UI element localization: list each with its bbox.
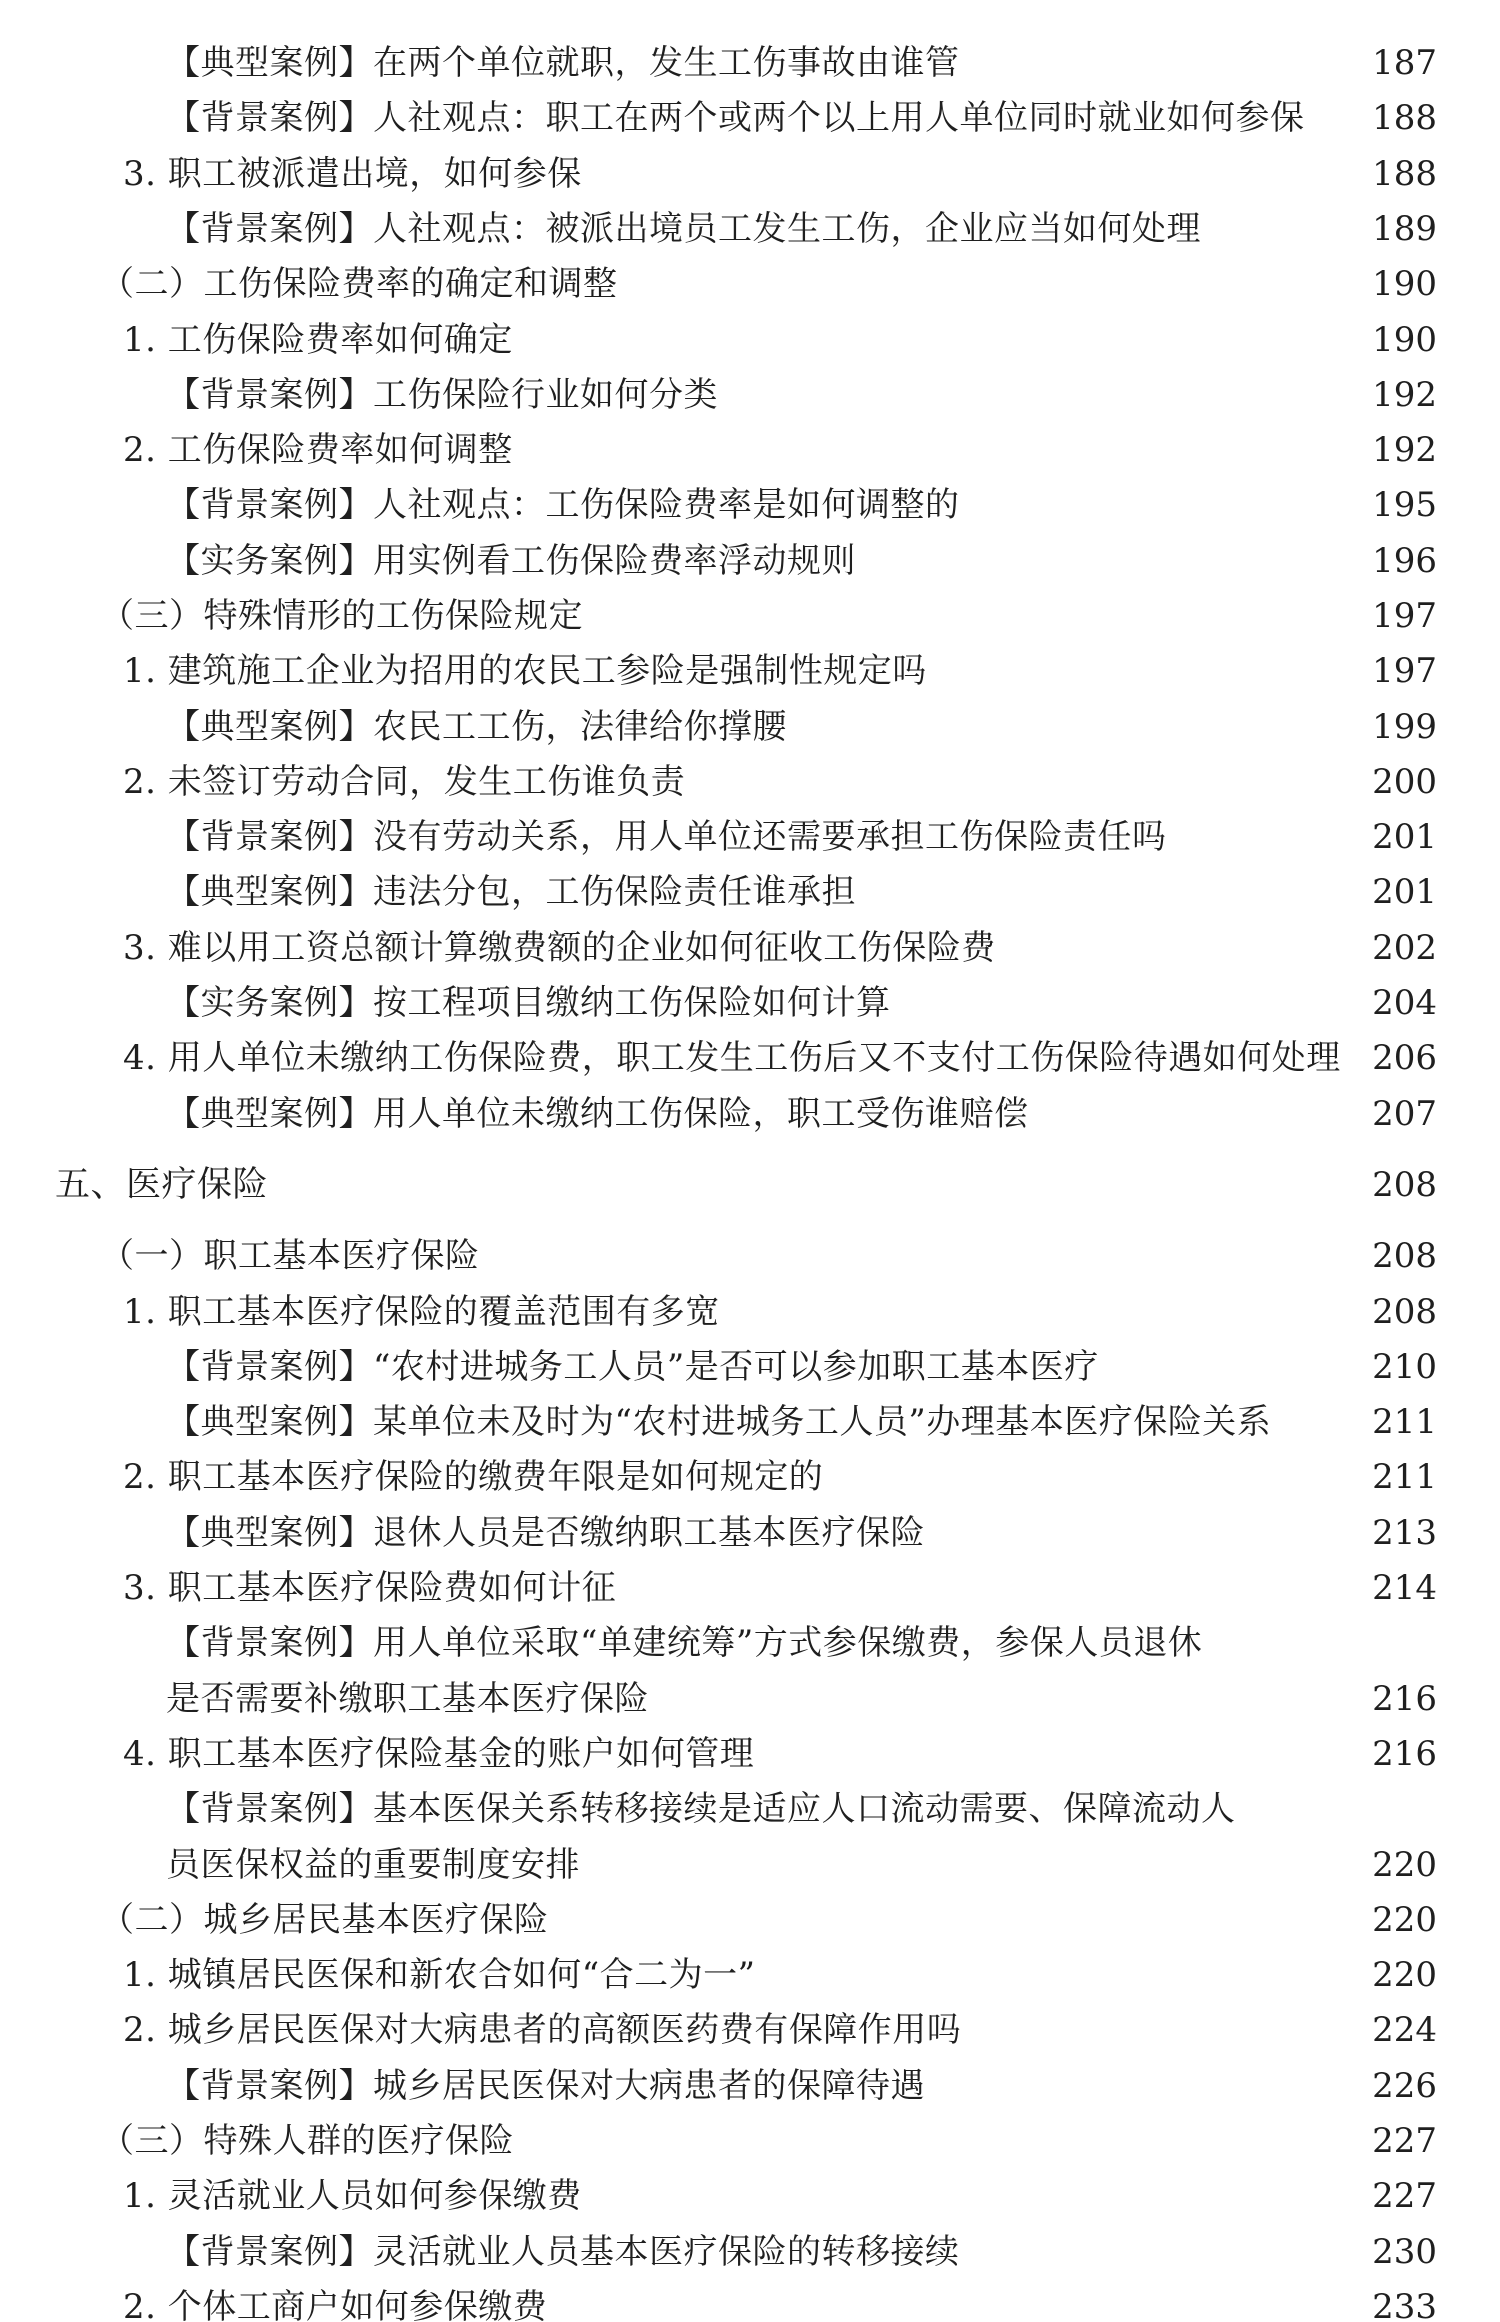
toc-page-number: 220 (1372, 1845, 1437, 1885)
toc-page-number: 226 (1372, 2066, 1437, 2106)
toc-entry-title: 【典型案例】违法分包，工伤保险责任谁承担 (166, 872, 856, 912)
toc-page-number: 208 (1372, 1292, 1437, 1332)
toc-entry (0, 1505, 1500, 1561)
toc-page-number: 233 (1372, 2287, 1437, 2322)
toc-entry (0, 1947, 1500, 2003)
toc-entry (0, 312, 1500, 368)
toc-page-number: 187 (1372, 43, 1437, 83)
toc-entry-title: 【背景案例】工伤保险行业如何分类 (166, 375, 718, 415)
toc-entry (0, 146, 1500, 202)
toc-page-number: 202 (1372, 928, 1437, 968)
toc-entry-title: 1. 职工基本医疗保险的覆盖范围有多宽 (123, 1292, 720, 1332)
toc-entry (0, 477, 1500, 533)
toc-entry-title: （三）特殊人群的医疗保险 (100, 2121, 514, 2161)
toc-entry (0, 2058, 1500, 2114)
toc-entry (0, 2168, 1500, 2224)
toc-page-number: 196 (1372, 541, 1437, 581)
toc-entry (0, 1394, 1500, 1450)
toc-entry-title: 【背景案例】人社观点：工伤保险费率是如何调整的 (166, 485, 960, 525)
toc-entry-title: 1. 灵活就业人员如何参保缴费 (123, 2176, 582, 2216)
toc-entry-title: 【典型案例】农民工工伤，法律给你撑腰 (166, 707, 787, 747)
toc-entry-title: 【背景案例】基本医保关系转移接续是适应人口流动需要、保障流动人 (166, 1789, 1236, 1829)
toc-entry (0, 422, 1500, 478)
toc-entry (0, 1781, 1500, 1837)
toc-page-number: 190 (1372, 320, 1437, 360)
toc-page-number: 210 (1372, 1347, 1437, 1387)
toc-entry (0, 643, 1500, 699)
toc-entry-title: 2. 职工基本医疗保险的缴费年限是如何规定的 (123, 1457, 824, 1497)
toc-page-number: 216 (1372, 1679, 1437, 1719)
toc-entry-title: 【背景案例】“农村进城务工人员”是否可以参加职工基本医疗 (166, 1347, 1099, 1387)
toc-entry (0, 367, 1500, 423)
toc-entry (0, 588, 1500, 644)
toc-entry-title: 3. 职工基本医疗保险费如何计征 (123, 1568, 617, 1608)
toc-page-number: 201 (1372, 872, 1437, 912)
toc-page-number: 190 (1372, 264, 1437, 304)
toc-entry (0, 256, 1500, 312)
toc-entry-title: 【典型案例】在两个单位就职，发生工伤事故由谁管 (166, 43, 960, 83)
toc-page-number: 204 (1372, 983, 1437, 1023)
toc-entry (0, 975, 1500, 1031)
toc-page-number: 188 (1372, 98, 1437, 138)
toc-entry-title: （一）职工基本医疗保险 (100, 1236, 480, 1276)
toc-page-number: 199 (1372, 707, 1437, 747)
toc-page-number: 206 (1372, 1038, 1437, 1078)
toc-page-number: 200 (1372, 762, 1437, 802)
toc-entry-title: 【背景案例】没有劳动关系，用人单位还需要承担工伤保险责任吗 (166, 817, 1167, 857)
toc-page-number: 192 (1372, 430, 1437, 470)
toc-entry (0, 920, 1500, 976)
toc-entry-title: （三）特殊情形的工伤保险规定 (100, 596, 583, 636)
toc-page-number: 224 (1372, 2010, 1437, 2050)
toc-section-heading (0, 1157, 1500, 1213)
toc-page-number: 208 (1372, 1236, 1437, 1276)
toc-entry-title: 【实务案例】用实例看工伤保险费率浮动规则 (166, 541, 856, 581)
toc-entry-title: 【背景案例】人社观点：被派出境员工发生工伤，企业应当如何处理 (166, 209, 1201, 249)
toc-entry-title: 4. 职工基本医疗保险基金的账户如何管理 (123, 1734, 755, 1774)
toc-page-number: 201 (1372, 817, 1437, 857)
toc-entry-title: 【典型案例】某单位未及时为“农村进城务工人员”办理基本医疗保险关系 (166, 1402, 1272, 1442)
toc-entry (0, 699, 1500, 755)
toc-entry (0, 90, 1500, 146)
toc-entry-title: 【背景案例】用人单位采取“单建统筹”方式参保缴费，参保人员退休 (166, 1623, 1203, 1663)
toc-entry (0, 1671, 1500, 1727)
toc-entry (0, 2279, 1500, 2322)
toc-entry (0, 1284, 1500, 1340)
toc-entry (0, 1449, 1500, 1505)
toc-page-number: 195 (1372, 485, 1437, 525)
toc-entry-title: 3. 难以用工资总额计算缴费额的企业如何征收工伤保险费 (123, 928, 996, 968)
toc-entry-title: 1. 工伤保险费率如何确定 (123, 320, 513, 360)
toc-entry-title: 是否需要补缴职工基本医疗保险 (166, 1679, 649, 1719)
toc-entry-title: 【典型案例】退休人员是否缴纳职工基本医疗保险 (166, 1513, 925, 1553)
toc-entry-title: 【典型案例】用人单位未缴纳工伤保险，职工受伤谁赔偿 (166, 1094, 1029, 1134)
toc-page-number: 220 (1372, 1900, 1437, 1940)
toc-page-number: 192 (1372, 375, 1437, 415)
toc-entry-title: 【背景案例】城乡居民医保对大病患者的保障待遇 (166, 2066, 925, 2106)
toc-entry (0, 201, 1500, 257)
toc-page-number: 197 (1372, 651, 1437, 691)
toc-entry-title: （二）工伤保险费率的确定和调整 (100, 264, 618, 304)
toc-page-number: 207 (1372, 1094, 1437, 1134)
toc-entry-title: 1. 城镇居民医保和新农合如何“合二为一” (123, 1955, 756, 1995)
toc-page-number: 213 (1372, 1513, 1437, 1553)
toc-entry (0, 2224, 1500, 2280)
toc-page-number: 211 (1372, 1402, 1437, 1442)
toc-page-number: 214 (1372, 1568, 1437, 1608)
toc-entry (0, 809, 1500, 865)
toc-entry (0, 1228, 1500, 1284)
toc-page-number: 227 (1372, 2121, 1437, 2161)
toc-entry-title: 2. 城乡居民医保对大病患者的高额医药费有保障作用吗 (123, 2010, 962, 2050)
toc-entry (0, 1837, 1500, 1893)
toc-entry (0, 864, 1500, 920)
toc-entry (0, 1615, 1500, 1671)
toc-entry (0, 533, 1500, 589)
toc-entry (0, 1560, 1500, 1616)
toc-entry-title: 【背景案例】人社观点：职工在两个或两个以上用人单位同时就业如何参保 (166, 98, 1305, 138)
toc-entry-title: 五、医疗保险 (55, 1165, 269, 1205)
toc-entry (0, 2002, 1500, 2058)
toc-entry-title: 员医保权益的重要制度安排 (166, 1845, 580, 1885)
toc-entry-title: 1. 建筑施工企业为招用的农民工参险是强制性规定吗 (123, 651, 927, 691)
toc-entry (0, 35, 1500, 91)
toc-entry-title: 3. 职工被派遣出境，如何参保 (123, 154, 582, 194)
toc-page-number: 188 (1372, 154, 1437, 194)
toc-page-number: 220 (1372, 1955, 1437, 1995)
toc-entry-title: 【实务案例】按工程项目缴纳工伤保险如何计算 (166, 983, 891, 1023)
toc-page-number: 227 (1372, 2176, 1437, 2216)
toc-page-number: 208 (1372, 1165, 1437, 1205)
toc-page-number: 230 (1372, 2232, 1437, 2272)
toc-entry (0, 1339, 1500, 1395)
toc-entry-title: 4. 用人单位未缴纳工伤保险费，职工发生工伤后又不支付工伤保险待遇如何处理 (123, 1038, 1341, 1078)
toc-page-number: 189 (1372, 209, 1437, 249)
toc-page-number: 216 (1372, 1734, 1437, 1774)
toc-entry-title: 2. 未签订劳动合同，发生工伤谁负责 (123, 762, 686, 802)
toc-entry (0, 2113, 1500, 2169)
toc-entry (0, 754, 1500, 810)
toc-entry (0, 1030, 1500, 1086)
toc-entry (0, 1892, 1500, 1948)
toc-entry-title: （二）城乡居民基本医疗保险 (100, 1900, 549, 1940)
toc-entry (0, 1086, 1500, 1142)
toc-page-number: 211 (1372, 1457, 1437, 1497)
toc-entry-title: 2. 个体工商户如何参保缴费 (123, 2287, 548, 2322)
toc-entry-title: 2. 工伤保险费率如何调整 (123, 430, 513, 470)
toc-page-number: 197 (1372, 596, 1437, 636)
toc-entry-title: 【背景案例】灵活就业人员基本医疗保险的转移接续 (166, 2232, 960, 2272)
toc-entry (0, 1726, 1500, 1782)
